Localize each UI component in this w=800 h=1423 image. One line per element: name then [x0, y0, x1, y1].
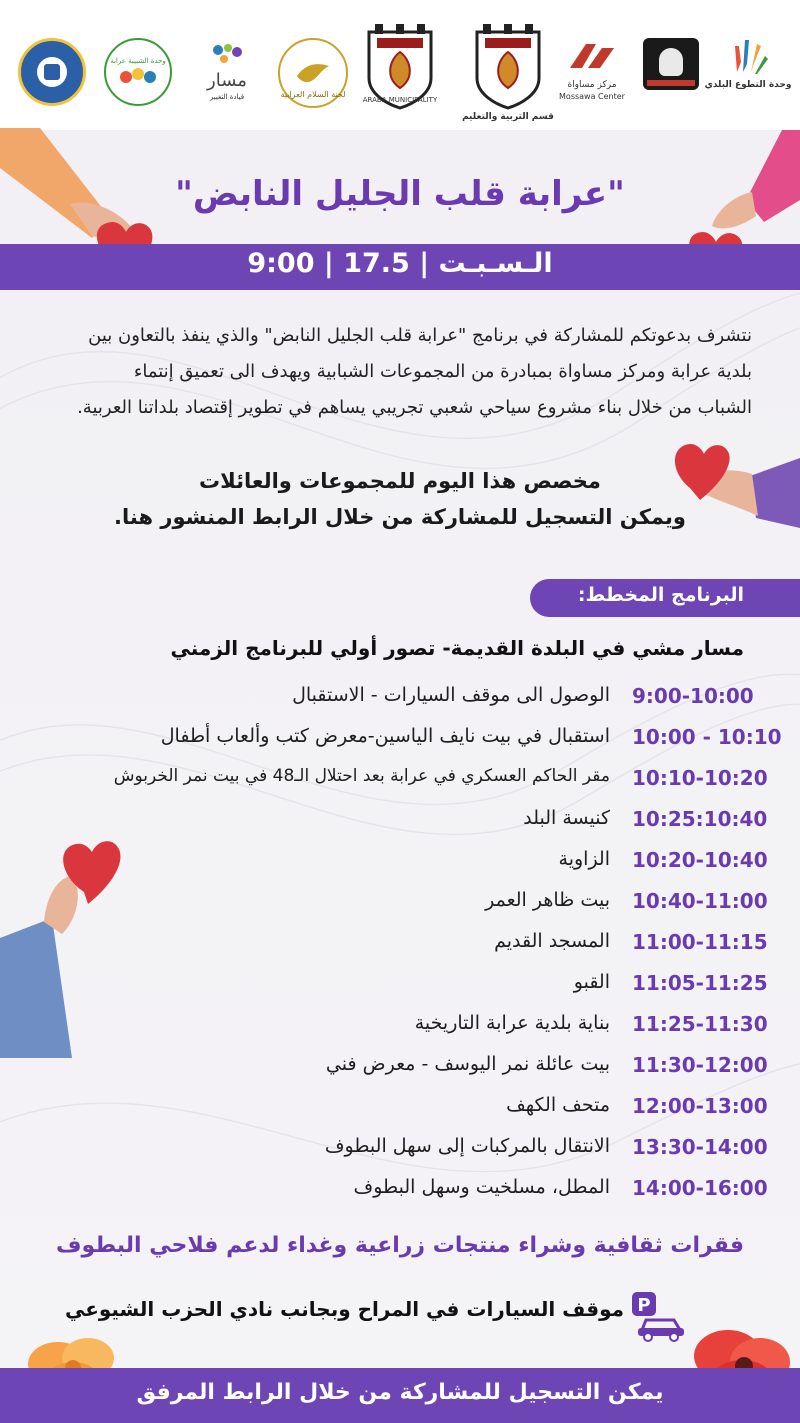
- program-label: البرنامج المخطط:: [577, 584, 744, 606]
- event-title: "عرابة قلب الجليل النابض": [175, 174, 625, 214]
- logo-youth-unit: [102, 38, 174, 106]
- logo-caption: لجنة السلام العرابية: [280, 90, 346, 99]
- schedule-time: 11:25-11:30: [632, 1012, 768, 1036]
- schedule-activity: المطل، مسلخيت وسهل البطوف: [353, 1176, 610, 1198]
- community-center-icon: [18, 38, 86, 106]
- logo-caption: مسار: [207, 70, 247, 91]
- schedule-time: 12:00-13:00: [632, 1094, 768, 1118]
- hands-logo-icon: [725, 32, 771, 78]
- logo-caption: وحدة التطوع البلدي: [704, 80, 792, 90]
- logo-caption: مركز مساواة: [567, 80, 617, 90]
- logo-bar: [0, 0, 800, 130]
- schedule-time: 10:40-11:00: [632, 889, 768, 913]
- schedule-row: [0, 684, 800, 725]
- svg-text:P: P: [637, 1295, 651, 1316]
- schedule-row: [0, 1094, 800, 1135]
- arraba-shield-icon: [471, 22, 545, 110]
- logo-mossawa-center: [550, 38, 634, 101]
- registration-link-note[interactable]: يمكن التسجيل للمشاركة من خلال الرابط المرفق: [136, 1380, 664, 1405]
- schedule-activity: القبو: [573, 971, 610, 993]
- schedule-time: 10:20-10:40: [632, 848, 768, 872]
- schedule-activity: المسجد القديم: [494, 930, 610, 952]
- schedule-activity: بيت ظاهر العمر: [485, 889, 610, 911]
- schedule-time: 14:00-16:00: [632, 1176, 768, 1200]
- schedule-activity: مقر الحاكم العسكري في عرابة بعد احتلال الـ48 في بيت نمر الخربوش: [113, 766, 610, 786]
- program-subtitle: مسار مشي في البلدة القديمة- تصور أولي للبرنامج الزمني: [170, 636, 744, 660]
- schedule-time: 13:30-14:00: [632, 1135, 768, 1159]
- parking-car-icon: [630, 1290, 690, 1342]
- intro-line: الشباب من خلال بناء مشروع سياحي شعبي تجريبي يساهم في تطوير إقتصاد بلداتنا العربية.: [77, 397, 752, 418]
- logo-volunteer-unit: [706, 32, 790, 90]
- intro-line: نتشرف بدعوتكم للمشاركة في برنامج "عرابة قلب الجليل النابض" والذي ينفذ بالتعاون بين: [88, 325, 752, 346]
- intro-paragraph: [32, 318, 752, 426]
- parking-note: موقف السيارات في المراح وبجانب نادي الحزب الشيوعي: [64, 1297, 624, 1321]
- event-date: الـسـبـت | 17.5 | 9:00: [247, 248, 553, 279]
- schedule-row: [0, 725, 800, 766]
- schedule-row: [0, 889, 800, 930]
- schedule-time: 10:25:10:40: [632, 807, 768, 831]
- schedule-time: 11:30-12:00: [632, 1053, 768, 1077]
- dedicated-line: ويمكن التسجيل للمشاركة من خلال الرابط المنشور هنا.: [114, 505, 686, 529]
- logo-caption: وحدة الشبيبة عرابة: [110, 57, 166, 65]
- schedule-row: [0, 971, 800, 1012]
- cultural-note: فقرات ثقافية وشراء منتجات زراعية وغداء لدعم فلاحي البطوف: [56, 1233, 744, 1258]
- intro-line: بلدية عرابة ومركز مساواة بمبادرة من المجموعات الشبابية ويهدف الى تعميق إنتماء: [133, 361, 752, 382]
- logo-peace-committee: [276, 38, 350, 99]
- schedule-activity: كنيسة البلد: [523, 807, 610, 829]
- schedule-activity: متحف الكهف: [506, 1094, 610, 1116]
- schedule-time: 11:05-11:25: [632, 971, 768, 995]
- schedule-time: 9:00-10:00: [632, 684, 754, 708]
- schedule-row: [0, 1176, 800, 1217]
- schedule-activity: الانتقال بالمركبات إلى سهل البطوف: [324, 1135, 610, 1157]
- logo-community-center: [18, 38, 86, 106]
- dedicated-note: [0, 463, 800, 535]
- dedicated-line: مخصص هذا اليوم للمجموعات والعائلات: [199, 469, 601, 493]
- schedule-row: [0, 807, 800, 848]
- schedule-activity: بناية بلدية عرابة التاريخية: [414, 1012, 610, 1034]
- youth-hands-icon: [104, 38, 172, 106]
- schedule-time: 10:00 - 10:10: [632, 725, 782, 749]
- logo-caption-sub: قيادة التغيير: [209, 93, 245, 101]
- logo-masar: [186, 42, 268, 101]
- schedule-activity: استقبال في بيت نايف الياسين-معرض كتب وألعاب أطفال: [160, 725, 610, 747]
- logo-darwish-center: [640, 38, 702, 90]
- schedule-row: [0, 766, 800, 807]
- schedule-row: [0, 848, 800, 889]
- logo-arraba-education: [462, 22, 554, 122]
- schedule-row: [0, 1012, 800, 1053]
- schedule-time: 11:00-11:15: [632, 930, 768, 954]
- logo-arraba-municipality: [360, 22, 440, 104]
- logo-caption: قسم التربية والتعليم: [462, 112, 554, 122]
- darwish-portrait-icon: [643, 38, 699, 90]
- logo-caption: ARABA MUNICIPALITY: [362, 96, 438, 104]
- logo-caption-en: Mossawa Center: [559, 92, 625, 101]
- masar-dots-icon: [210, 42, 244, 68]
- schedule-time: 10:10-10:20: [632, 766, 768, 790]
- schedule-activity: الزاوية: [558, 848, 610, 870]
- schedule-row: [0, 930, 800, 971]
- schedule-row: [0, 1135, 800, 1176]
- schedule-activity: الوصول الى موقف السيارات - الاستقبال: [292, 684, 610, 706]
- schedule-row: [0, 1053, 800, 1094]
- schedule-activity: بيت عائلة نمر اليوسف - معرض فني: [325, 1053, 610, 1075]
- mossawa-mark-icon: [566, 38, 618, 78]
